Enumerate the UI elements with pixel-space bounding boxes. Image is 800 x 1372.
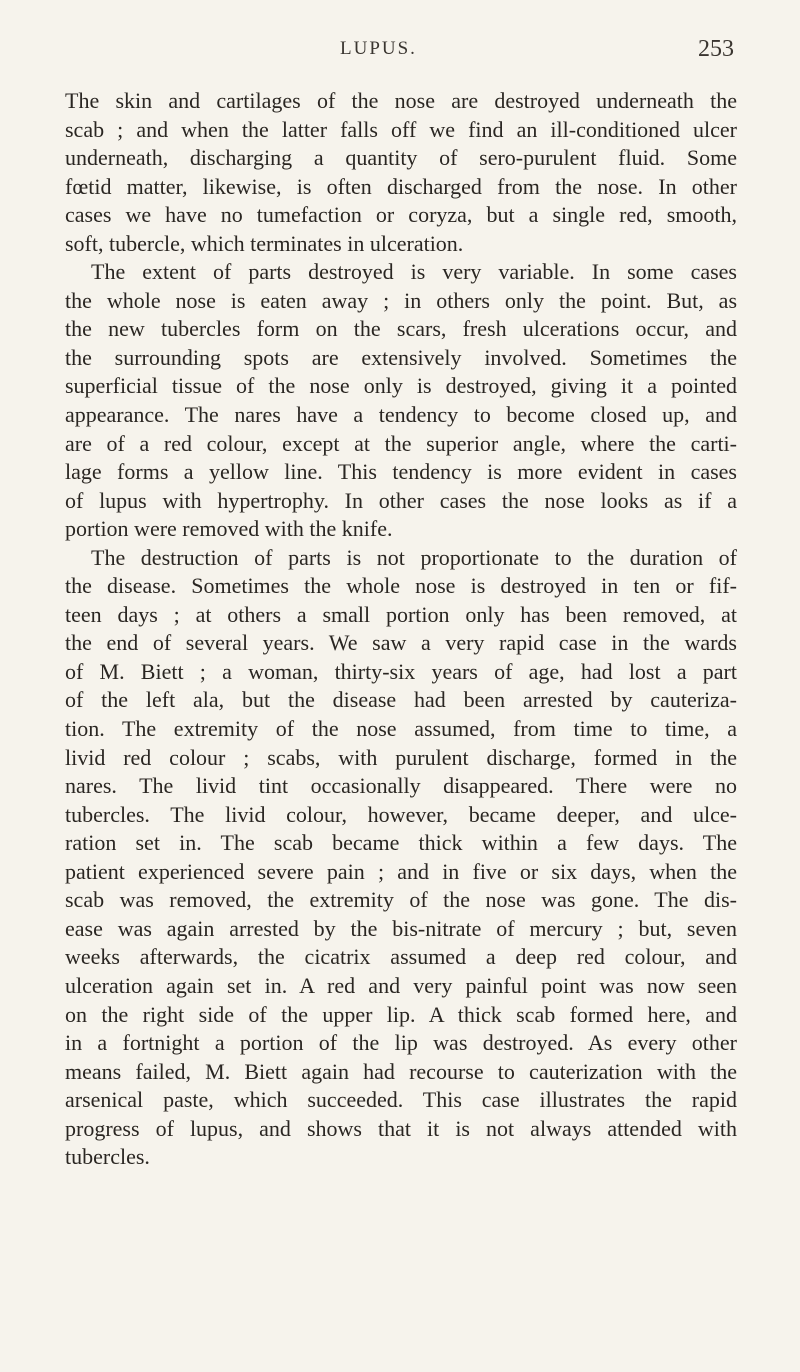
text-line: scab was removed, the extremity of the nose was gone. The dis- [65,887,737,913]
text-line: weeks afterwards, the cicatrix assumed a deep red colour, and [65,944,737,970]
text-line: The extent of parts destroyed is very variable. In some cases [91,259,737,285]
text-line: on the right side of the upper lip. A thick scab formed here, and [65,1001,737,1027]
text-line: arsenical paste, which succeeded. This case illustrates the rapid [65,1087,737,1113]
text-line: patient experienced severe pain ; and in five or six days, when the [65,858,737,884]
text-line: soft, tubercle, which terminates in ulceration. [65,230,464,256]
text-line: of the left ala, but the disease had been arrested by cauteriza- [65,687,737,713]
text-line: scab ; and when the latter falls off we find an ill-conditioned ulcer [65,116,737,142]
text-line: lage forms a yellow line. This tendency is more evident in cases [65,459,737,485]
text-line: nares. The livid tint occasionally disappeared. There were no [65,773,737,799]
text-line: teen days ; at others a small portion only has been removed, at [65,601,737,627]
text-line: the disease. Sometimes the whole nose is destroyed in ten or fif- [65,573,737,599]
running-header [0,38,800,68]
text-line: ration set in. The scab became thick within a few days. The [65,830,737,856]
text-line: the whole nose is eaten away ; in others only the point. But, as [65,287,737,313]
text-line: The destruction of parts is not proportionate to the duration of [91,544,737,570]
text-line: ulceration again set in. A red and very painful point was now seen [65,972,737,998]
text-line: are of a red colour, except at the superior angle, where the carti- [65,430,737,456]
text-line: livid red colour ; scabs, with purulent discharge, formed in the [65,744,737,770]
text-line: cases we have no tumefaction or coryza, but a single red, smooth, [65,202,737,228]
text-line: the new tubercles form on the scars, fresh ulcerations occur, and [65,316,737,342]
text-line: ease was again arrested by the bis-nitrate of mercury ; but, seven [65,915,737,941]
text-line: of lupus with hypertrophy. In other cases the nose looks as if a [65,487,737,513]
text-line: tubercles. [65,1144,150,1170]
text-line: progress of lupus, and shows that it is not always attended with [65,1115,737,1141]
text-line: superficial tissue of the nose only is destroyed, giving it a pointed [65,373,737,399]
text-line: appearance. The nares have a tendency to become closed up, and [65,402,737,428]
text-line: means failed, M. Biett again had recourse to cauterization with the [65,1058,737,1084]
body-text [65,87,737,1172]
text-line: portion were removed with the knife. [65,516,393,542]
running-title: LUPUS. [340,38,417,59]
text-line: fœtid matter, likewise, is often discharged from the nose. In other [65,173,737,199]
text-line: in a fortnight a portion of the lip was destroyed. As every other [65,1030,737,1056]
text-line: The skin and cartilages of the nose are destroyed underneath the [65,88,737,113]
text-line: tubercles. The livid colour, however, became deeper, and ulce- [65,801,737,827]
text-line: of M. Biett ; a woman, thirty-six years of age, had lost a part [65,658,737,684]
text-line: the surrounding spots are extensively involved. Sometimes the [65,344,737,370]
text-line: tion. The extremity of the nose assumed, from time to time, a [65,716,737,742]
text-line: underneath, discharging a quantity of sero-purulent fluid. Some [65,145,737,171]
text-line: the end of several years. We saw a very rapid case in the wards [65,630,737,656]
page-number: 253 [698,36,734,62]
